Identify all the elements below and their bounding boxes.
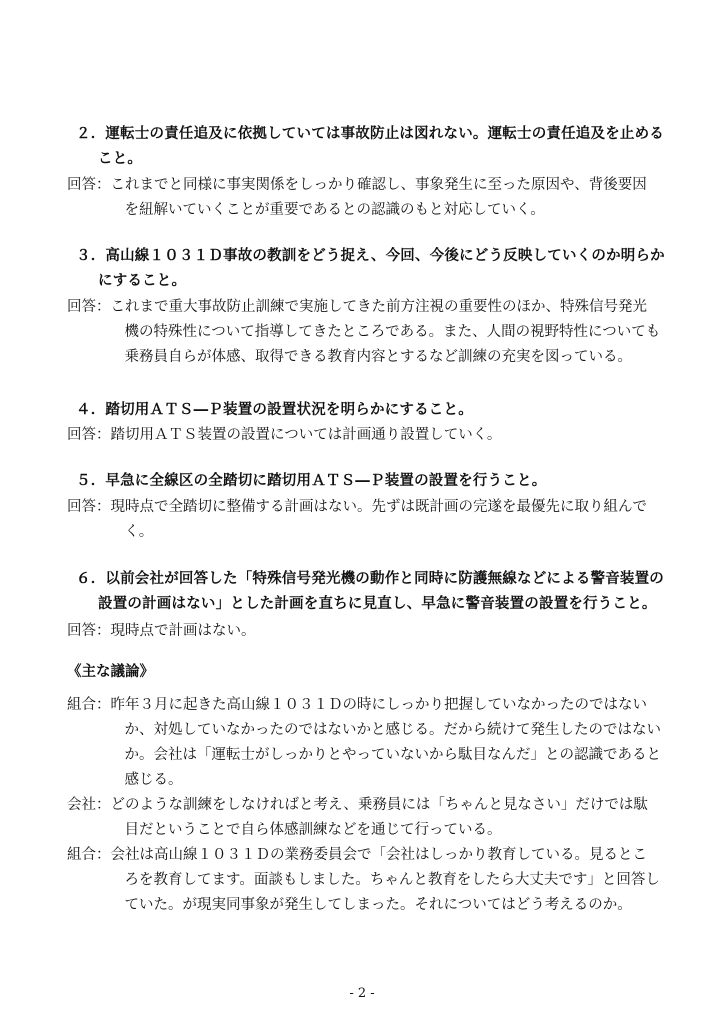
discussion-line: ろを教育してます。面談もしました。ちゃんと教育をしたら大丈夫です」と回答し [124,872,660,888]
question-6 [76,567,676,617]
discussion-line: か、対処していなかったのではないかと感じる。だから続けて発生したのではない [124,722,661,738]
discussion-entry-1 [67,693,677,793]
discussion-line: ていた。が現実同事象が発生してしまった。それについてはどう考えるのか。 [124,897,632,913]
discussion-entry-2 [67,793,677,843]
answer-label: 回答： [67,499,111,515]
question-line: ６．以前会社が回答した「特殊信号発光機の動作と同時に防護無線などによる警音装置の [76,571,664,587]
speaker-label: 会社： [67,797,111,813]
answer-label: 回答： [67,427,111,443]
question-line: ５．早急に全線区の全踏切に踏切用ＡＴＳ―Ｐ装置の設置を行うこと。 [76,473,547,489]
discussion-line: 感じる。 [124,772,183,788]
question-4 [76,398,676,423]
answer-line: 現時点で計画はない。 [110,623,256,639]
discussion-line: か。会社は「運転士がしっかりとやっていないから駄目なんだ」との認識であると [124,747,661,763]
discussion-line: 会社は高山線１０３１Ｄの業務委員会で「会社はしっかり教育している。見るとこ [110,847,647,863]
answer-line: 乗務員自らが体感、取得できる教育内容とするなど訓練の充実を図っている。 [124,349,632,365]
question-5 [76,469,676,494]
answer-line: 機の特殊性について指導してきたところである。また、人間の視野特性についても [124,324,661,340]
question-3 [76,244,676,294]
answer-line: これまでと同様に事実関係をしっかり確認し、事象発生に至った原因や、背後要因 [110,177,647,193]
discussion-line: 目だということで自ら体感訓練などを通じて行っている。 [124,822,502,838]
discussion-line: どのような訓練をしなければと考え、乗務員には「ちゃんと見なさい」だけでは駄 [110,797,648,813]
discussion-line: 昨年３月に起きた高山線１０３１Ｄの時にしっかり把握していなかったのではない [110,697,647,713]
answer-label: 回答： [67,299,111,315]
answer-line: これまで重大事故防止訓練で実施してきた前方注視の重要性のほか、特殊信号発光 [110,299,647,315]
answer-line: 踏切用ＡＴＳ装置の設置については計画通り設置していく。 [110,427,502,443]
question-line: ４．踏切用ＡＴＳ―Ｐ装置の設置状況を明らかにすること。 [76,402,473,418]
speaker-label: 組合： [67,697,111,713]
answer-5 [67,495,677,545]
answer-label: 回答： [67,623,111,639]
answer-line: く。 [124,524,154,540]
discussion-entry-3 [67,843,677,918]
question-line: ３．高山線１０３１Ｄ事故の教訓をどう捉え、今回、今後にどう反映していくのか明らか [76,248,665,264]
question-line: にすること。 [98,273,187,289]
question-line: こと。 [98,151,143,167]
question-2 [76,122,676,172]
question-line: ２．運転士の責任追及に依拠していては事故防止は図れない。運転士の責任追及を止める [76,126,664,142]
answer-3 [67,295,677,370]
discussion-title: 《主な議論》 [67,664,154,680]
answer-line: 現時点で全踏切に整備する計画はない。先ずは既計画の完遂を最優先に取り組んで [110,499,647,515]
answer-label: 回答： [67,177,111,193]
answer-2 [67,173,677,223]
answer-line: を紐解いていくことが重要であるとの認識のもと対応していく。 [124,202,545,218]
question-line: 設置の計画はない」とした計画を直ちに見直し、早急に警音装置の設置を行うこと。 [98,596,657,612]
speaker-label: 組合： [67,847,111,863]
answer-6 [67,619,677,644]
answer-4 [67,423,677,448]
page-number: - 2 - [349,986,375,1001]
